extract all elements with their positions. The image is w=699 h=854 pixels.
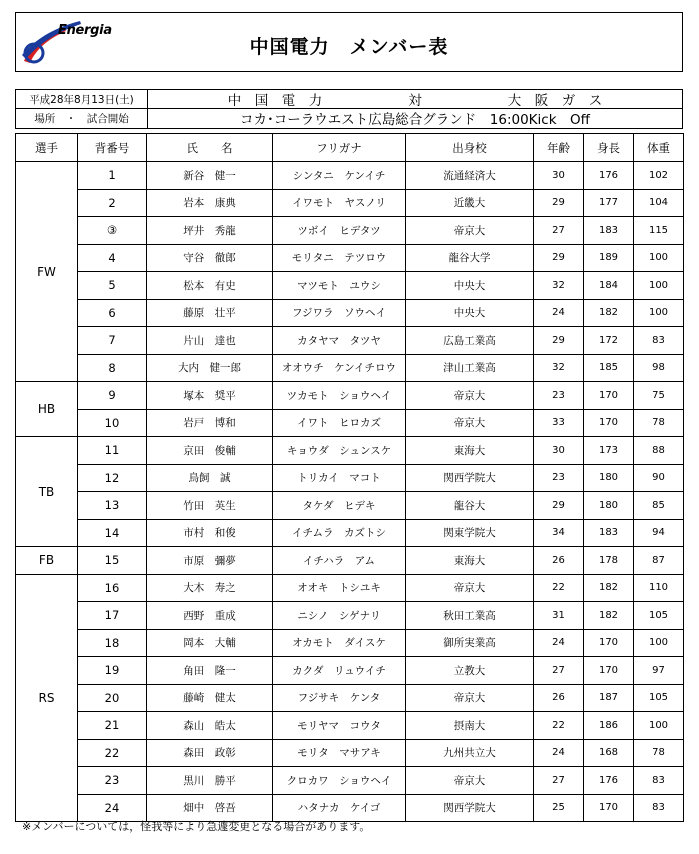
cell-name: 大木 寿之 (147, 574, 273, 602)
cell-age: 27 (534, 767, 584, 795)
cell-kana: タケダ ヒデキ (273, 492, 406, 520)
cell-height: 168 (584, 739, 634, 767)
cell-height: 172 (584, 327, 634, 355)
table-row (16, 767, 684, 795)
cell-name: 松本 有史 (147, 272, 273, 300)
title-box (15, 12, 683, 72)
venue-row (15, 108, 683, 129)
cell-name: 森田 政彰 (147, 739, 273, 767)
cell-weight: 87 (634, 547, 684, 575)
cell-school: 中央大 (406, 299, 534, 327)
cell-number: 1 (78, 162, 147, 190)
cell-weight: 100 (634, 272, 684, 300)
table-row (16, 244, 684, 272)
cell-number: 16 (78, 574, 147, 602)
cell-weight: 104 (634, 189, 684, 217)
position-group: FB (16, 547, 78, 575)
table-row (16, 409, 684, 437)
cell-kana: ニシノ シゲナリ (273, 602, 406, 630)
cell-name: 新谷 健一 (147, 162, 273, 190)
cell-name: 京田 俊輔 (147, 437, 273, 465)
cell-kana: オカモト ダイスケ (273, 629, 406, 657)
cell-name: 市村 和俊 (147, 519, 273, 547)
match-date: 平成28年8月13日(土) (16, 90, 148, 108)
venue-value: コカ･コーラウエスト広島総合グランド 16:00Kick Off (240, 112, 590, 128)
cell-height: 170 (584, 382, 634, 410)
cell-height: 182 (584, 299, 634, 327)
cell-name: 坪井 秀龍 (147, 217, 273, 245)
cell-weight: 78 (634, 739, 684, 767)
cell-weight: 83 (634, 767, 684, 795)
cell-school: 津山工業高 (406, 354, 534, 382)
cell-weight: 90 (634, 464, 684, 492)
cell-name: 岩本 康典 (147, 189, 273, 217)
cell-age: 30 (534, 162, 584, 190)
cell-name: 西野 重成 (147, 602, 273, 630)
cell-age: 29 (534, 327, 584, 355)
cell-school: 関西学院大 (406, 464, 534, 492)
table-row (16, 739, 684, 767)
cell-weight: 98 (634, 354, 684, 382)
cell-name: 岡本 大輔 (147, 629, 273, 657)
cell-age: 31 (534, 602, 584, 630)
cell-kana: イチハラ アム (273, 547, 406, 575)
cell-name: 角田 隆一 (147, 657, 273, 685)
cell-weight: 83 (634, 794, 684, 822)
cell-height: 176 (584, 767, 634, 795)
table-row (16, 272, 684, 300)
cell-name: 竹田 英生 (147, 492, 273, 520)
cell-age: 24 (534, 299, 584, 327)
logo-text: Energia (58, 23, 112, 38)
cell-school: 東海大 (406, 437, 534, 465)
col-header: 出身校 (406, 134, 534, 162)
cell-age: 27 (534, 657, 584, 685)
cell-weight: 105 (634, 684, 684, 712)
venue-label: 場所 ・ 試合開始 (16, 108, 148, 128)
cell-kana: フジワラ ソウヘイ (273, 299, 406, 327)
cell-number: 11 (78, 437, 147, 465)
cell-weight: 88 (634, 437, 684, 465)
col-header: 年齢 (534, 134, 584, 162)
table-row (16, 162, 684, 190)
cell-height: 184 (584, 272, 634, 300)
cell-kana: イワモト ヤスノリ (273, 189, 406, 217)
cell-number: 5 (78, 272, 147, 300)
table-row (16, 189, 684, 217)
cell-age: 34 (534, 519, 584, 547)
cell-height: 187 (584, 684, 634, 712)
cell-name: 大内 健一郎 (147, 354, 273, 382)
cell-number: ③ (78, 217, 147, 245)
cell-height: 183 (584, 217, 634, 245)
cell-kana: カクダ リュウイチ (273, 657, 406, 685)
cell-age: 30 (534, 437, 584, 465)
cell-school: 流通経済大 (406, 162, 534, 190)
col-header: フリガナ (273, 134, 406, 162)
cell-school: 御所実業高 (406, 629, 534, 657)
away-team: 大 阪 ガ ス (507, 93, 603, 109)
table-header-row (16, 134, 684, 162)
roster-body (16, 162, 684, 822)
cell-school: 帝京大 (406, 767, 534, 795)
cell-number: 7 (78, 327, 147, 355)
table-row (16, 217, 684, 245)
cell-number: 12 (78, 464, 147, 492)
cell-school: 龍谷大学 (406, 244, 534, 272)
cell-age: 29 (534, 244, 584, 272)
table-row (16, 547, 684, 575)
table-row (16, 629, 684, 657)
col-header: 背番号 (78, 134, 147, 162)
cell-weight: 105 (634, 602, 684, 630)
col-header: 氏 名 (147, 134, 273, 162)
cell-height: 182 (584, 574, 634, 602)
cell-kana: イチムラ カズトシ (273, 519, 406, 547)
cell-weight: 100 (634, 299, 684, 327)
match-info-row (15, 89, 683, 109)
page-title: 中国電力 メンバー表 (249, 36, 449, 58)
cell-age: 24 (534, 629, 584, 657)
cell-age: 32 (534, 354, 584, 382)
footnote: ※メンバーについては，怪我等により急遽変更となる場合があります。 (22, 820, 371, 833)
cell-kana: オオウチ ケンイチロウ (273, 354, 406, 382)
table-row (16, 712, 684, 740)
cell-kana: モリヤマ コウタ (273, 712, 406, 740)
cell-age: 26 (534, 547, 584, 575)
cell-school: 帝京大 (406, 574, 534, 602)
cell-kana: ツボイ ヒデタツ (273, 217, 406, 245)
cell-kana: ハタナカ ケイゴ (273, 794, 406, 822)
cell-name: 藤原 壮平 (147, 299, 273, 327)
cell-name: 森山 皓太 (147, 712, 273, 740)
cell-number: 17 (78, 602, 147, 630)
cell-name: 藤崎 健太 (147, 684, 273, 712)
cell-school: 帝京大 (406, 217, 534, 245)
cell-weight: 100 (634, 629, 684, 657)
cell-height: 185 (584, 354, 634, 382)
cell-height: 182 (584, 602, 634, 630)
cell-name: 鳥飼 誠 (147, 464, 273, 492)
col-header: 選手 (16, 134, 78, 162)
cell-height: 170 (584, 409, 634, 437)
cell-kana: オオキ トシユキ (273, 574, 406, 602)
table-row (16, 574, 684, 602)
cell-school: 中央大 (406, 272, 534, 300)
cell-age: 24 (534, 739, 584, 767)
versus-label: 対 (408, 93, 422, 109)
cell-age: 27 (534, 217, 584, 245)
table-row (16, 464, 684, 492)
cell-kana: イワト ヒロカズ (273, 409, 406, 437)
cell-height: 183 (584, 519, 634, 547)
cell-kana: ツカモト ショウヘイ (273, 382, 406, 410)
cell-school: 関東学院大 (406, 519, 534, 547)
home-team: 中 国 電 力 (227, 93, 323, 109)
cell-name: 片山 達也 (147, 327, 273, 355)
position-group: FW (16, 162, 78, 382)
cell-kana: モリタニ テツロウ (273, 244, 406, 272)
cell-name: 岩戸 博和 (147, 409, 273, 437)
cell-school: 広島工業高 (406, 327, 534, 355)
cell-school: 関西学院大 (406, 794, 534, 822)
cell-kana: シンタニ ケンイチ (273, 162, 406, 190)
cell-school: 東海大 (406, 547, 534, 575)
cell-age: 22 (534, 712, 584, 740)
cell-age: 25 (534, 794, 584, 822)
cell-weight: 85 (634, 492, 684, 520)
match-teams (148, 90, 682, 108)
cell-number: 18 (78, 629, 147, 657)
cell-kana: マツモト ユウシ (273, 272, 406, 300)
roster-table (15, 133, 684, 822)
cell-weight: 94 (634, 519, 684, 547)
cell-weight: 83 (634, 327, 684, 355)
cell-number: 15 (78, 547, 147, 575)
cell-number: 20 (78, 684, 147, 712)
position-group: TB (16, 437, 78, 547)
cell-school: 九州共立大 (406, 739, 534, 767)
cell-height: 176 (584, 162, 634, 190)
table-row (16, 327, 684, 355)
cell-weight: 115 (634, 217, 684, 245)
cell-height: 177 (584, 189, 634, 217)
cell-name: 畑中 啓吾 (147, 794, 273, 822)
cell-number: 8 (78, 354, 147, 382)
position-group: RS (16, 574, 78, 822)
cell-kana: モリタ マサアキ (273, 739, 406, 767)
cell-age: 29 (534, 189, 584, 217)
cell-number: 2 (78, 189, 147, 217)
cell-name: 黒川 勝平 (147, 767, 273, 795)
col-header: 体重 (634, 134, 684, 162)
cell-weight: 100 (634, 712, 684, 740)
cell-number: 9 (78, 382, 147, 410)
member-sheet (15, 12, 683, 833)
cell-weight: 110 (634, 574, 684, 602)
cell-kana: カタヤマ タツヤ (273, 327, 406, 355)
table-row (16, 602, 684, 630)
cell-height: 186 (584, 712, 634, 740)
cell-height: 170 (584, 657, 634, 685)
table-row (16, 382, 684, 410)
cell-age: 32 (534, 272, 584, 300)
cell-school: 帝京大 (406, 409, 534, 437)
cell-number: 6 (78, 299, 147, 327)
cell-height: 173 (584, 437, 634, 465)
cell-age: 29 (534, 492, 584, 520)
cell-number: 24 (78, 794, 147, 822)
cell-number: 10 (78, 409, 147, 437)
cell-school: 帝京大 (406, 382, 534, 410)
cell-number: 13 (78, 492, 147, 520)
cell-kana: フジサキ ケンタ (273, 684, 406, 712)
table-row (16, 684, 684, 712)
table-row (16, 519, 684, 547)
cell-weight: 100 (634, 244, 684, 272)
cell-age: 26 (534, 684, 584, 712)
table-row (16, 299, 684, 327)
cell-school: 帝京大 (406, 684, 534, 712)
cell-name: 守谷 徹郎 (147, 244, 273, 272)
table-row (16, 492, 684, 520)
cell-number: 14 (78, 519, 147, 547)
cell-name: 市原 彌夢 (147, 547, 273, 575)
cell-height: 180 (584, 492, 634, 520)
position-group: HB (16, 382, 78, 437)
cell-age: 23 (534, 382, 584, 410)
table-row (16, 437, 684, 465)
cell-height: 170 (584, 794, 634, 822)
table-row (16, 657, 684, 685)
cell-school: 秋田工業高 (406, 602, 534, 630)
cell-age: 33 (534, 409, 584, 437)
table-row (16, 354, 684, 382)
cell-kana: キョウダ シュンスケ (273, 437, 406, 465)
cell-school: 龍谷大 (406, 492, 534, 520)
cell-height: 189 (584, 244, 634, 272)
cell-school: 近畿大 (406, 189, 534, 217)
cell-weight: 97 (634, 657, 684, 685)
cell-height: 170 (584, 629, 634, 657)
cell-height: 178 (584, 547, 634, 575)
cell-name: 塚本 奨平 (147, 382, 273, 410)
cell-number: 21 (78, 712, 147, 740)
cell-height: 180 (584, 464, 634, 492)
cell-number: 19 (78, 657, 147, 685)
cell-weight: 78 (634, 409, 684, 437)
cell-weight: 102 (634, 162, 684, 190)
cell-kana: トリカイ マコト (273, 464, 406, 492)
cell-school: 摂南大 (406, 712, 534, 740)
cell-number: 4 (78, 244, 147, 272)
col-header: 身長 (584, 134, 634, 162)
cell-kana: クロカワ ショウヘイ (273, 767, 406, 795)
cell-number: 22 (78, 739, 147, 767)
cell-age: 22 (534, 574, 584, 602)
cell-weight: 75 (634, 382, 684, 410)
cell-school: 立教大 (406, 657, 534, 685)
cell-number: 23 (78, 767, 147, 795)
cell-age: 23 (534, 464, 584, 492)
